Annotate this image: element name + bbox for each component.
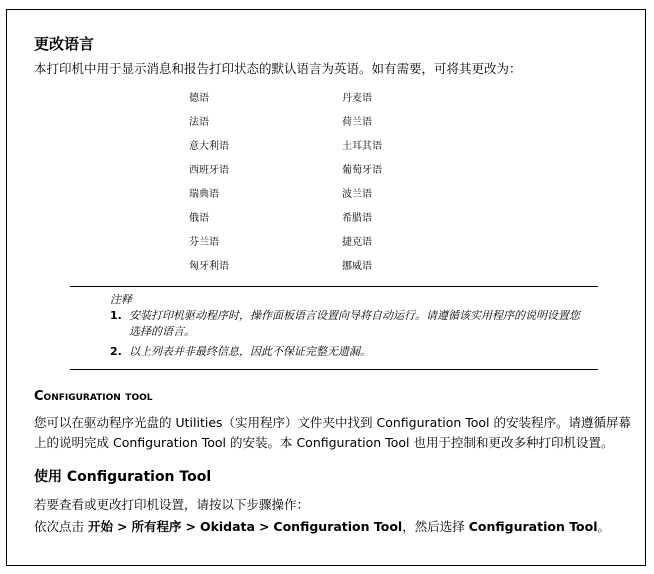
change-language-heading: 更改语言 — [34, 35, 95, 53]
note-bottom-divider — [70, 369, 598, 370]
language-item: 波兰语 — [342, 189, 372, 200]
step-okidata: Okidata — [199, 519, 255, 534]
change-language-intro: 本打印机中用于显示消息和报告打印状态的默认语言为英语。如有需要，可将其更改为： — [34, 61, 522, 76]
step-separator: > — [258, 519, 270, 534]
language-item: 挪威语 — [342, 261, 372, 272]
step-all-programs: 所有程序 — [131, 519, 182, 534]
use-configuration-tool-intro: 若要查看或更改打印机设置，请按以下步骤操作： — [34, 497, 310, 512]
language-item: 葡萄牙语 — [342, 165, 382, 176]
configuration-tool-heading: Configuration tool — [34, 389, 153, 404]
note-item-text: 安装打印机驱动程序时，操作面板语言设置向导将自动运行。请遵循该实用程序的说明设置您选择的语言。 — [129, 309, 580, 338]
language-list-right — [342, 90, 382, 282]
steps-end: 。 — [597, 519, 611, 534]
step-configuration-tool-folder: Configuration Tool — [273, 519, 403, 534]
step-separator: > — [117, 519, 128, 534]
language-item: 俄语 — [189, 213, 209, 224]
step-separator: > — [185, 519, 196, 534]
language-item: 匈牙利语 — [189, 261, 229, 272]
language-item: 法语 — [189, 117, 209, 128]
steps-mid: ，然后选择 — [402, 519, 465, 534]
note-item-text: 以上列表并非最终信息，因此不保证完整无遗漏。 — [129, 345, 371, 358]
language-item: 西班牙语 — [189, 165, 229, 176]
language-item: 德语 — [189, 93, 209, 104]
language-item: 捷克语 — [342, 237, 372, 248]
language-item: 丹麦语 — [342, 93, 372, 104]
configuration-tool-body: 您可以在驱动程序光盘的 Utilities（实用程序）文件夹中找到 Configuration Tool 的安装程序。请遵循屏幕上的说明完成 Configuration Tool 的安装。本 Configuration Tool 也用于控制和更改多种打印机设置。 — [34, 415, 631, 450]
language-item: 希腊语 — [342, 213, 372, 224]
use-configuration-tool-heading: 使用 Configuration Tool — [34, 469, 212, 485]
note-item — [110, 344, 589, 360]
language-item: 土耳其语 — [342, 141, 382, 152]
note-item-number: 2. — [110, 345, 122, 358]
language-item: 荷兰语 — [342, 117, 372, 128]
note-top-divider — [70, 286, 598, 287]
configuration-steps — [34, 518, 610, 536]
steps-prefix: 依次点击 — [34, 519, 85, 534]
language-list-left — [189, 90, 229, 282]
step-start: 开始 — [88, 519, 114, 534]
note-item-number: 1. — [110, 309, 122, 322]
language-item: 芬兰语 — [189, 237, 219, 248]
note-title: 注释 — [110, 293, 132, 306]
language-item: 瑞典语 — [189, 189, 219, 200]
step-configuration-tool: Configuration Tool — [468, 519, 598, 534]
note-item — [110, 308, 589, 340]
language-item: 意大利语 — [189, 141, 229, 152]
